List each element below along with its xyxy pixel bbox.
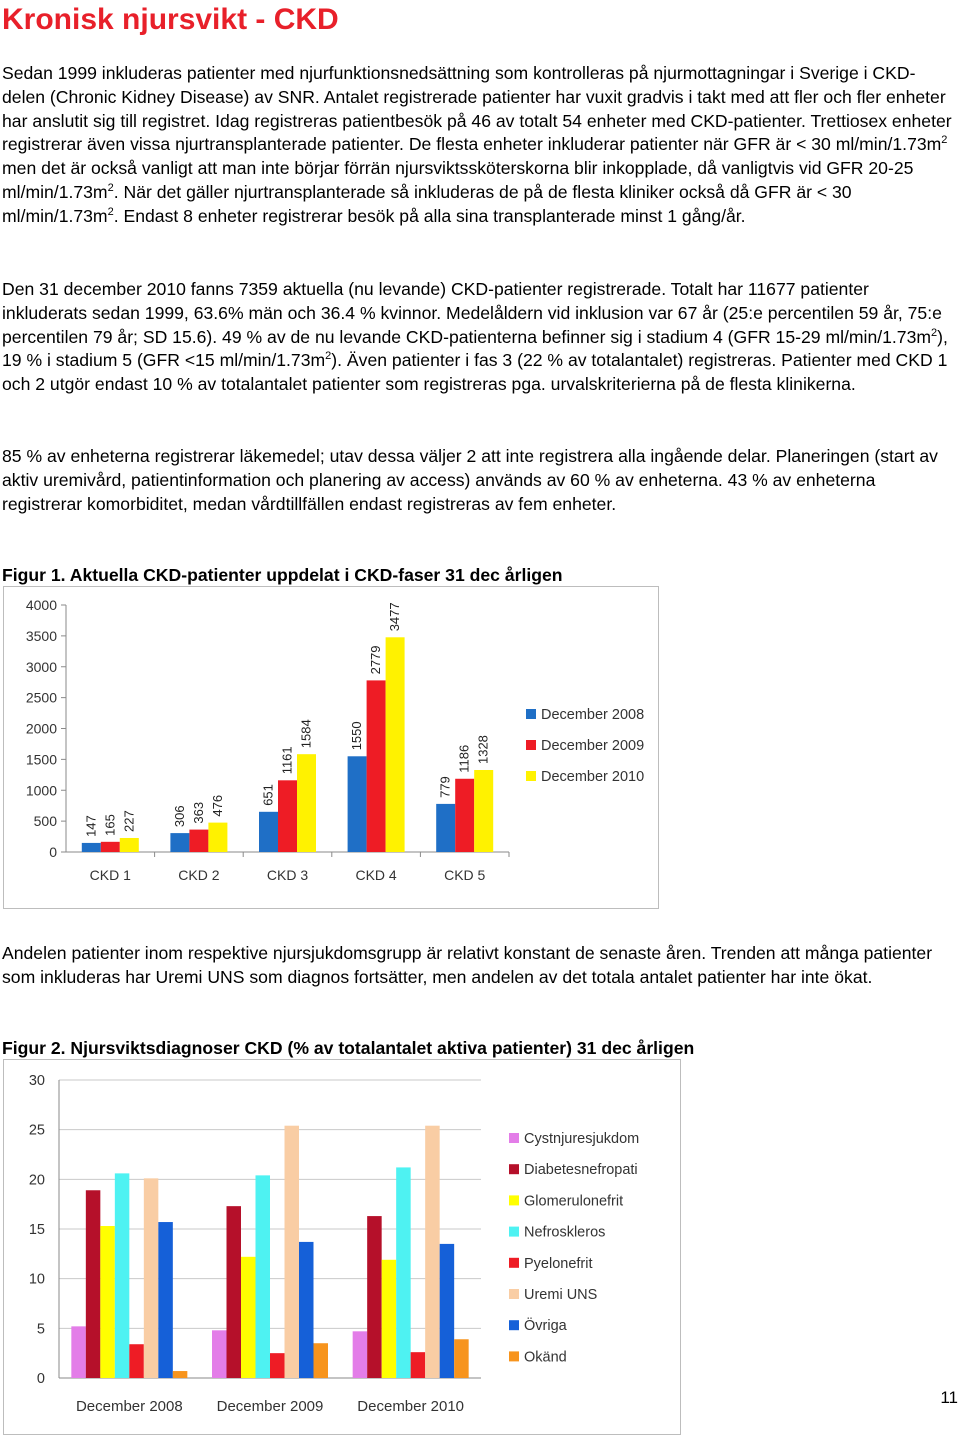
bar (120, 838, 139, 852)
y-tick-label: 4000 (25, 597, 57, 613)
y-tick-label: 1000 (25, 782, 57, 799)
bar (411, 1352, 426, 1378)
legend-label: Glomerulonefrit (524, 1193, 624, 1210)
legend-label: Nefroskleros (524, 1224, 606, 1241)
x-tick-label: CKD 3 (266, 867, 309, 883)
legend-swatch (509, 1351, 519, 1361)
x-tick-label: CKD 5 (444, 867, 486, 883)
legend-label: December 2010 (541, 769, 645, 785)
legend-label: Cystnjuresjukdom (524, 1131, 640, 1147)
bar (129, 1344, 144, 1378)
legend-swatch (509, 1133, 519, 1143)
legend-label: December 2009 (541, 738, 645, 754)
x-tick-label: December 2008 (75, 1398, 183, 1415)
legend-label: Diabetesnefropati (524, 1162, 638, 1179)
page-title: Kronisk njursvikt - CKD (2, 3, 339, 36)
data-label: 2779 (368, 645, 384, 675)
bar (278, 780, 297, 852)
bar (455, 779, 474, 852)
y-tick-label: 25 (28, 1122, 45, 1139)
y-tick-label: 20 (28, 1172, 45, 1189)
data-label: 476 (209, 794, 225, 817)
bar (474, 770, 493, 852)
figure-2-chart (3, 1059, 681, 1435)
legend-label: Okänd (524, 1349, 567, 1366)
legend-swatch (509, 1258, 519, 1268)
bar (436, 804, 455, 852)
y-tick-label: 1500 (25, 751, 57, 768)
data-label: 1161 (279, 746, 295, 775)
legend-swatch (509, 1227, 519, 1237)
data-label: 651 (260, 784, 276, 806)
legend-swatch (509, 1164, 519, 1174)
data-label: 1584 (298, 719, 314, 749)
bar (297, 754, 316, 852)
figure-1-caption: Figur 1. Aktuella CKD-patienter uppdelat i CKD-faser 31 dec årligen (2, 565, 563, 585)
registration-paragraph: 85 % av enheterna registrerar läkemedel; utav dessa väljer 2 att inte registrera alla ingående delar. Planeringen (start av aktiv uremivård, patientinformation och planering av access) används av 60 % av enheterna. 43 % av enheterna registrerar komorbiditet, medan vårdtillfällen endast registreras av fem enheter. (2, 446, 938, 514)
bar (71, 1326, 86, 1378)
bar (353, 1331, 368, 1378)
figure-1-chart (3, 586, 659, 909)
bar (425, 1126, 440, 1378)
page-number: 11 (940, 1388, 958, 1407)
bar (86, 1190, 101, 1378)
legend-label: December 2008 (541, 707, 645, 723)
legend-label: Pyelonefrit (524, 1255, 593, 1272)
bar (101, 842, 120, 852)
bar (367, 1216, 382, 1378)
legend-swatch (509, 1195, 519, 1205)
data-label: 779 (437, 776, 453, 798)
figure-2-caption: Figur 2. Njursviktsdiagnoser CKD (% av totalantalet aktiva patienter) 31 dec årligen (2, 1038, 695, 1058)
bar (170, 833, 189, 852)
diagnosis-paragraph: Andelen patienter inom respektive njursjukdomsgrupp är relativt konstant de senaste åren. Trenden att många patienter som inkluderas har Uremi UNS som diagnos fortsätter, men andelen av det totala antalet patienter har inte ökat. (2, 943, 933, 987)
bar (314, 1343, 329, 1378)
data-label: 227 (121, 810, 137, 832)
bar (440, 1244, 455, 1378)
y-tick-label: 500 (33, 813, 57, 830)
bar (396, 1167, 411, 1378)
bar (173, 1371, 188, 1378)
y-tick-label: 0 (49, 844, 57, 860)
bar (285, 1126, 300, 1378)
bar (299, 1242, 314, 1378)
data-label: 147 (83, 815, 99, 837)
legend-swatch (526, 771, 536, 781)
bar (189, 830, 208, 852)
legend-label: Uremi UNS (524, 1287, 598, 1303)
bar (270, 1353, 285, 1378)
bar (144, 1178, 159, 1378)
bar (256, 1175, 271, 1378)
y-tick-label: 10 (28, 1271, 45, 1288)
data-label: 3477 (387, 602, 403, 632)
bar (208, 823, 227, 852)
data-label: 1328 (475, 735, 491, 764)
legend-label: Övriga (524, 1318, 567, 1335)
x-tick-label: CKD 1 (89, 867, 131, 883)
data-label: 1186 (456, 744, 472, 773)
x-tick-label: December 2010 (357, 1398, 465, 1415)
y-tick-label: 2000 (25, 720, 57, 737)
bar (241, 1257, 256, 1378)
data-label: 363 (190, 801, 206, 824)
y-tick-label: 15 (28, 1222, 45, 1238)
bar (259, 812, 278, 852)
data-label: 165 (102, 814, 118, 836)
legend-swatch (526, 709, 536, 719)
x-tick-label: CKD 2 (178, 867, 220, 883)
bar (100, 1226, 115, 1378)
legend-swatch (526, 740, 536, 750)
diagnosis-bar-chart (4, 1060, 680, 1434)
bar (212, 1330, 227, 1378)
bar (227, 1206, 242, 1378)
bar (158, 1222, 173, 1378)
legend-swatch (509, 1320, 519, 1330)
y-tick-label: 30 (28, 1073, 45, 1089)
statistics-paragraph: Den 31 december 2010 fanns 7359 aktuella (nu levande) CKD-patienter registrerade. Totalt har 11677 patienter inkluderats sedan 1999, 63.6% män och 36.4 % kvinnor. Medelåldern vid inklusion var 67 år (25:e percentilen 59 år, 75:e percentilen 79 år; SD 15.6). 49 % av de nu levande CKD-patienterna befinner sig i stadium 4 (GFR 15-29 $ml/\min/1.73m^2$), 19 % i stadium 5 (GFR <15 $ml/\min/1.73m^2$). Även patienter i fas 3 (22 % av totalantalet) registreras. Patienter med CKD 1 och 2 utgör endast 10 % av totalantalet patienter som registreras pga. urvalskriterierna på de flesta klinikerna. (2, 279, 948, 395)
bar (454, 1339, 469, 1378)
y-tick-label: 3000 (25, 658, 57, 675)
data-label: 306 (171, 805, 187, 828)
y-tick-label: 2500 (25, 689, 57, 706)
x-tick-label: CKD 4 (355, 867, 397, 883)
bar (367, 680, 386, 852)
data-label: 1550 (349, 721, 365, 751)
bar (382, 1260, 397, 1378)
bar (115, 1173, 130, 1378)
legend-swatch (509, 1289, 519, 1299)
ckd-stage-bar-chart (4, 587, 658, 908)
bar (348, 756, 367, 852)
y-tick-label: 5 (36, 1321, 45, 1338)
x-tick-label: December 2009 (216, 1398, 324, 1415)
y-tick-label: 3500 (25, 627, 57, 644)
y-tick-label: 0 (36, 1371, 45, 1387)
intro-paragraph: Sedan 1999 inkluderas patienter med njurfunktionsnedsättning som kontrolleras på njurmottagningar i Sverige i CKD-delen (Chronic Kidney Disease) av SNR. Antalet registrerade patienter har vuxit gradvis i takt med att fler och fler enheter har anslutit sig till registret. Idag registreras patientbesök på 46 av totalt 54 enheter med CKD-patienter. Trettiosex enheter registrerar även vissa njurtransplanterade patienter. De flesta enheter inkluderar patienter när GFR är < 30 $ml/\min/1.73m^2$ men det är också vanligt att man inte börjar förrän njursviktssköterskorna blir inkopplade, då vanligtvis vid GFR 20-25 $ml/\min/1.73m^2$. När det gäller njurtransplanterade så inkluderas de på de flesta kliniker också då GFR är < 30 $ml/\min/1.73m^2$. Endast 8 enheter registrerar besök på alla sina transplanterade minst 1 gång/år. (2, 63, 952, 226)
bar (82, 843, 101, 852)
bar (386, 637, 405, 852)
